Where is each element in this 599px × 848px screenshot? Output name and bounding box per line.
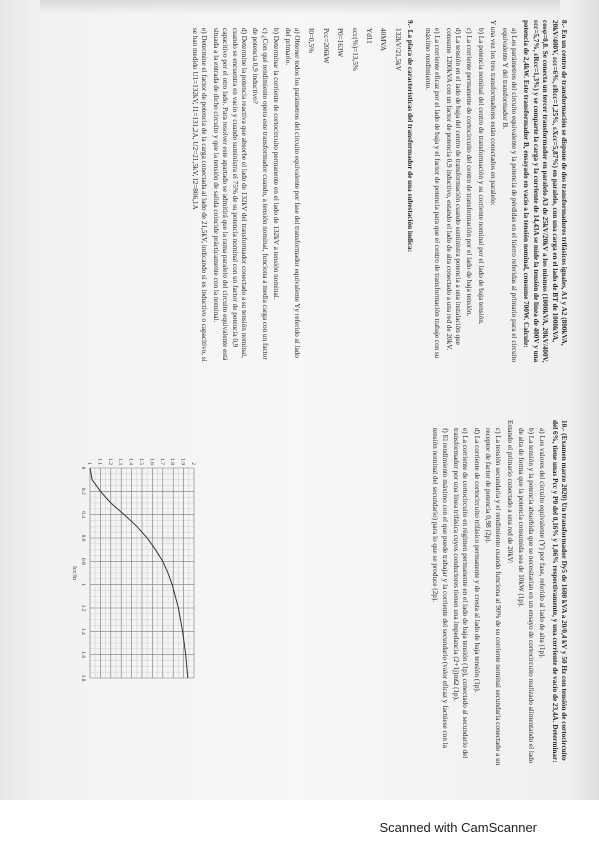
chart-x-tick-label: 0.6 [80, 534, 86, 542]
question-8-note: Y una vez los tres transformadores están conectados en paralelo: [489, 20, 498, 206]
spec-item: I0=0,5% [307, 28, 316, 54]
chart-y-tick-label: 1.7 [158, 458, 165, 465]
chart-y-tick-label: 1.6 [148, 458, 155, 465]
chart-x-axis-label: Icc/In [71, 566, 77, 580]
chart-x-tick-label: 0.8 [80, 557, 86, 565]
chart-y-tick-label: 2 [190, 462, 196, 465]
chart-svg [70, 440, 202, 690]
footer [0, 806, 599, 848]
camscanner-watermark: Scanned with CamScanner [379, 820, 537, 835]
question-8-item-b: b) La potencia nominal del centro de transformación y su corriente nominal por el lado de baja tensión. [476, 28, 485, 325]
chart-ticks [80, 458, 196, 682]
chart-y-tick-label: 1 [86, 462, 92, 465]
question-10-item-c: c) La tensión secundaria y el rendimiento cuando funciona al 90% de su corriente nominal secundaria conectado a un receptor de factor de potencia 0,98 (2p). [484, 428, 502, 766]
question-9-item-e: e) Determine el factor de potencia de la carga conectada al lado de 21,5kV, indicando si es inductivo o capacitivo, si se han medido U1=132kV, I1=131,2A, U2=21,5kV, I2=806,1A [191, 28, 209, 362]
right-column [428, 420, 568, 770]
question-9-item-d: d) Determine la potencia reactiva que absorbe el lado de 132kV del transformador conectado a su tensión nominal, cuando se encuentra en vacío y cuando suministra el 75% de su potencia nominal con un factor de potencia 0,9 capacitivo por el otro lado. Para resolver este apartado se admitirá que la rama paralelo del circuito equivalente está situada a la entrada de dicho circuito y que la tensión de salida coincide prácticamente con la nominal. [211, 28, 249, 361]
spec-item: Pcc=206kW [321, 28, 330, 64]
chart-x-tick-label: 1.6 [80, 651, 86, 659]
chart-x-tick-label: 0.4 [80, 511, 86, 519]
question-8-item-c: c) La corriente permanente de cortocircuito del centro de transformación por el lado de baja tensión. [465, 28, 474, 317]
chart-x-tick-label: 1.8 [80, 674, 86, 682]
spec-item: Yd11 [365, 28, 374, 44]
question-10-item-a: a) Los valores del circuito equivalente (Y) por fase, referido al lado de alta (1p). [538, 428, 547, 659]
left-column [188, 20, 568, 365]
spec-item: 40MVA [379, 28, 388, 52]
question-8-item-d: d) La tensión en el lado de baja del centro de transformación cuando suministra potencia a una instalación que consume 1200kVA con un factor de potencia 0,9 inductivo, estando el lado de alta conectado a una red de 20kV. [444, 28, 462, 351]
question-10-item-e: e) La corriente de cortocircuito en régimen permanente en el lado de baja tensión (1p), conectado al secundario del transformador por una línea trifásica cuyos conductores tienen una impedancia (2+1j)mΩ (1p). [451, 428, 470, 759]
question-10-item-f: f) El rendimiento máximo con el que puede trabajar y la corriente del secundario (valor eficaz y factúese con la tensión nominal del secundario) para lo que se produce (2p). [431, 428, 449, 748]
rotated-document [40, 10, 580, 790]
chart-y-tick-label: 1.3 [117, 458, 124, 465]
question-9-item-b: b) Determinar la corriente de cortocircuito permanente en el lado de 132kV a tensión nominal. [272, 28, 281, 300]
chart-y-tick-label: 1.4 [127, 458, 134, 465]
question-10-item-b: b) La tensión y la potencia absorbida que se necesitarían en un ensayo de cortocircuito realizado alimentando el lado de alta de forma que la potencia consumida sea de 10kW (1p). [517, 428, 535, 764]
question-8-text: 8.- En un centro de transformación se dispone de dos transformadores trifásicos iguales, A1 y A2 (800kVA, 20kV/400V, εcc=6%, εRcc=1,25%, εXcc=5,87%) en paralelo, con una carga en el lado de BT de 1000kVA, cosφ=0,8. Se conecta un tercer transformador en paralelo A3 de 25kV/20kV a los mismos (1000kVA, 20kV/400V, εcc=5,7%, εRcc=1,3%) y se comparte la carga y la corriente de 14,43A se mide la tensión de línea de 400V y una potencia de 2,4kW. Este transformador B, ensayado en vacío a la tensión nominal, consume 700W. Calcule: [522, 20, 568, 363]
question-10-text: 10.- (Examen marzo 2020) Un transformador Dy5 de 1600 kVA a 20/0,4 kV y 50 Hz con tensión de cortocircuito del 6%, tiene unas Pcc y P0 del 0,16% y 1,06% respectivamente, y una corriente de vacío de 23,4A. Determinar: [550, 420, 568, 763]
factor-curve-chart [70, 440, 202, 690]
chart-x-tick-label: 1 [80, 583, 86, 587]
question-9-item-a: a) Obtener todos los parámetros del circuito equivalente por fase del transformador equivalente Yy referido al lado del primario. [283, 28, 302, 358]
question-9-item-c: c) ¿Con qué rendimiento opera este transformador cuando, a tensión nominal, funciona a media carga con un factor de potencia 0,9 inductivo? [251, 28, 269, 360]
spec-item: P0=163W [336, 28, 345, 58]
question-9-text: 9.- La placa de características del transformador de una subestación indica: [406, 20, 415, 253]
spec-item: 132kV/21,5kV [393, 28, 402, 71]
chart-x-tick-label: 1.4 [80, 627, 86, 635]
question-10-note: Estando el primario conectado a una red de 20kV: [505, 420, 514, 564]
chart-x-tick-label: 0 [80, 466, 86, 470]
scan-shadow-left [0, 0, 42, 800]
chart-x-tick-label: 0.2 [80, 487, 86, 495]
chart-y-tick-label: 1.8 [169, 458, 176, 465]
chart-grid [90, 468, 194, 678]
question-10-item-d: d) La corriente de cortocircuito trifásico permanente y de cresta al lado de baja tensión (1p). [472, 428, 481, 693]
question-8-item-a: a) Los parámetros del circuito equivalente y la potencia de pérdidas en el hierro referidas al primario para el circuito equivalente Y del transformador B. [500, 28, 518, 363]
chart-y-tick-label: 1.9 [179, 458, 186, 465]
spec-item: εcc(%)=13,5% [350, 28, 359, 71]
chart-y-tick-label: 1.2 [106, 458, 113, 465]
chart-y-tick-label: 1.5 [138, 458, 144, 465]
question-8-item-e: e) La corriente eficaz por el lado de baja y el factor de potencia para que el centro de transformación trabaje con su máximo rendimiento. [423, 28, 442, 359]
chart-y-tick-label: 1.1 [96, 458, 103, 465]
chart-x-tick-label: 1.2 [80, 604, 86, 612]
